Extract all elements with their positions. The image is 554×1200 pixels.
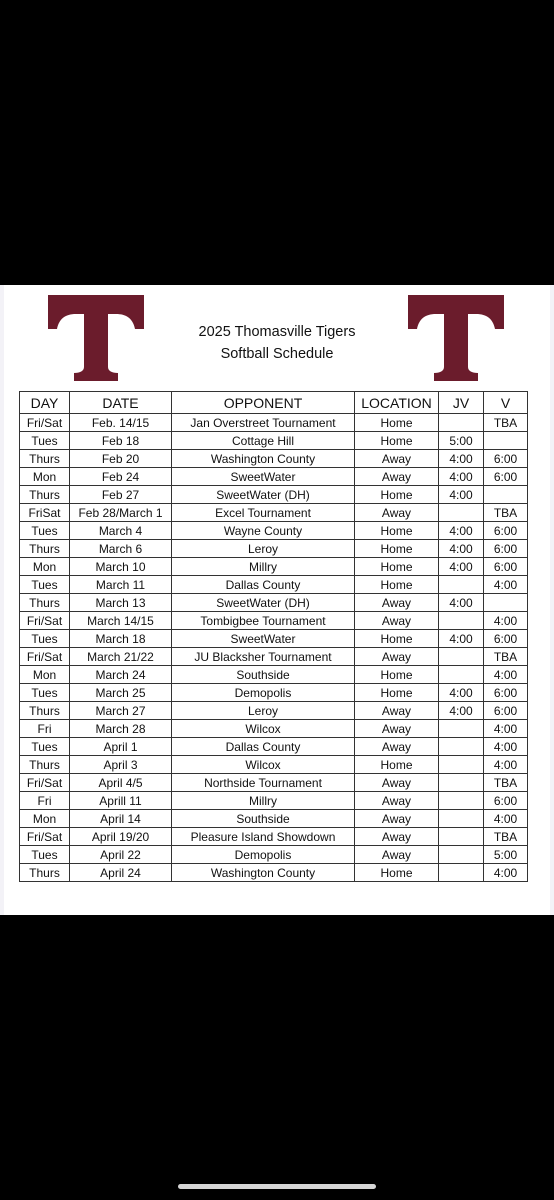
table-row (20, 828, 528, 846)
cell-date: March 11 (70, 576, 172, 594)
cell-opponent: Millry (172, 558, 355, 576)
column-header-jv: JV (439, 392, 484, 414)
cell-jv: 4:00 (439, 540, 484, 558)
cell-date: Feb 24 (70, 468, 172, 486)
cell-date: March 21/22 (70, 648, 172, 666)
cell-location: Home (355, 558, 439, 576)
table-row (20, 414, 528, 432)
cell-date: April 19/20 (70, 828, 172, 846)
cell-jv (439, 828, 484, 846)
cell-day: Mon (20, 558, 70, 576)
cell-opponent: Wayne County (172, 522, 355, 540)
cell-v: 6:00 (484, 630, 528, 648)
cell-day: Fri/Sat (20, 414, 70, 432)
cell-jv (439, 792, 484, 810)
cell-opponent: Southside (172, 810, 355, 828)
cell-v: 4:00 (484, 612, 528, 630)
cell-v (484, 432, 528, 450)
table-row (20, 648, 528, 666)
cell-v: 4:00 (484, 756, 528, 774)
cell-day: Thurs (20, 450, 70, 468)
cell-location: Away (355, 720, 439, 738)
table-row (20, 594, 528, 612)
cell-day: Mon (20, 666, 70, 684)
cell-v: TBA (484, 414, 528, 432)
table-row (20, 738, 528, 756)
cell-date: Feb. 14/15 (70, 414, 172, 432)
cell-day: Tues (20, 738, 70, 756)
cell-date: March 25 (70, 684, 172, 702)
cell-day: Tues (20, 630, 70, 648)
cell-jv: 4:00 (439, 450, 484, 468)
cell-day: Fri/Sat (20, 774, 70, 792)
cell-date: March 27 (70, 702, 172, 720)
table-row (20, 666, 528, 684)
cell-day: Fri/Sat (20, 828, 70, 846)
table-row (20, 576, 528, 594)
tigers-t-logo-right-icon (408, 295, 504, 381)
cell-jv (439, 738, 484, 756)
cell-location: Away (355, 846, 439, 864)
cell-location: Away (355, 504, 439, 522)
cell-opponent: JU Blacksher Tournament (172, 648, 355, 666)
cell-jv: 4:00 (439, 558, 484, 576)
cell-location: Home (355, 630, 439, 648)
cell-v: 4:00 (484, 666, 528, 684)
column-header-date: DATE (70, 392, 172, 414)
cell-location: Away (355, 702, 439, 720)
cell-location: Home (355, 414, 439, 432)
cell-location: Away (355, 594, 439, 612)
cell-location: Home (355, 522, 439, 540)
cell-jv: 4:00 (439, 486, 484, 504)
cell-location: Home (355, 486, 439, 504)
cell-opponent: Dallas County (172, 738, 355, 756)
cell-opponent: Jan Overstreet Tournament (172, 414, 355, 432)
cell-date: March 18 (70, 630, 172, 648)
cell-jv: 4:00 (439, 594, 484, 612)
home-indicator[interactable] (178, 1184, 376, 1189)
schedule-page (4, 285, 550, 915)
table-row (20, 504, 528, 522)
cell-location: Away (355, 810, 439, 828)
cell-date: March 14/15 (70, 612, 172, 630)
cell-date: Feb 20 (70, 450, 172, 468)
cell-jv: 4:00 (439, 468, 484, 486)
cell-location: Away (355, 828, 439, 846)
cell-v (484, 486, 528, 504)
cell-jv (439, 846, 484, 864)
cell-date: April 1 (70, 738, 172, 756)
cell-jv (439, 666, 484, 684)
tigers-t-logo-left-icon (48, 295, 144, 381)
cell-v: TBA (484, 504, 528, 522)
cell-day: Tues (20, 846, 70, 864)
cell-v: 4:00 (484, 810, 528, 828)
cell-v: 6:00 (484, 684, 528, 702)
cell-day: Tues (20, 522, 70, 540)
table-row (20, 468, 528, 486)
table-row (20, 756, 528, 774)
cell-jv (439, 612, 484, 630)
cell-v: 6:00 (484, 468, 528, 486)
cell-date: Feb 28/March 1 (70, 504, 172, 522)
cell-opponent: Demopolis (172, 684, 355, 702)
table-row (20, 810, 528, 828)
cell-opponent: Tombigbee Tournament (172, 612, 355, 630)
cell-opponent: Dallas County (172, 576, 355, 594)
cell-jv: 4:00 (439, 684, 484, 702)
cell-opponent: Demopolis (172, 846, 355, 864)
cell-opponent: Millry (172, 792, 355, 810)
schedule-table (19, 391, 528, 882)
cell-day: Mon (20, 468, 70, 486)
column-header-day: DAY (20, 392, 70, 414)
cell-location: Away (355, 612, 439, 630)
title-line-1: 2025 Thomasville Tigers (198, 324, 356, 340)
table-row (20, 450, 528, 468)
cell-opponent: SweetWater (DH) (172, 486, 355, 504)
cell-opponent: Northside Tournament (172, 774, 355, 792)
cell-jv: 5:00 (439, 432, 484, 450)
cell-jv (439, 864, 484, 882)
cell-v: 5:00 (484, 846, 528, 864)
table-row (20, 846, 528, 864)
cell-date: April 14 (70, 810, 172, 828)
table-row (20, 774, 528, 792)
table-row (20, 540, 528, 558)
table-row (20, 630, 528, 648)
cell-date: March 24 (70, 666, 172, 684)
table-row (20, 720, 528, 738)
column-header-v: V (484, 392, 528, 414)
column-header-location: LOCATION (355, 392, 439, 414)
cell-day: Mon (20, 810, 70, 828)
cell-day: Fri (20, 720, 70, 738)
cell-date: March 28 (70, 720, 172, 738)
cell-v: 4:00 (484, 720, 528, 738)
column-header-opponent: OPPONENT (172, 392, 355, 414)
cell-location: Away (355, 450, 439, 468)
cell-location: Home (355, 684, 439, 702)
cell-v: 4:00 (484, 576, 528, 594)
cell-jv: 4:00 (439, 522, 484, 540)
cell-date: March 10 (70, 558, 172, 576)
cell-location: Away (355, 648, 439, 666)
cell-v: 6:00 (484, 540, 528, 558)
table-row (20, 612, 528, 630)
cell-v: 6:00 (484, 792, 528, 810)
cell-location: Home (355, 864, 439, 882)
table-row (20, 486, 528, 504)
table-row (20, 684, 528, 702)
cell-opponent: SweetWater (DH) (172, 594, 355, 612)
cell-jv: 4:00 (439, 630, 484, 648)
schedule-title (134, 321, 420, 365)
cell-date: April 3 (70, 756, 172, 774)
cell-opponent: Washington County (172, 864, 355, 882)
cell-date: March 13 (70, 594, 172, 612)
cell-location: Home (355, 432, 439, 450)
cell-day: Thurs (20, 864, 70, 882)
title-line-2: Softball Schedule (220, 346, 334, 362)
cell-day: Tues (20, 576, 70, 594)
cell-date: Aprill 11 (70, 792, 172, 810)
cell-opponent: Wilcox (172, 720, 355, 738)
cell-jv (439, 414, 484, 432)
cell-v: 6:00 (484, 558, 528, 576)
cell-jv (439, 810, 484, 828)
table-header-row (20, 392, 528, 414)
cell-jv (439, 504, 484, 522)
cell-day: Thurs (20, 756, 70, 774)
cell-jv (439, 756, 484, 774)
cell-day: Fri (20, 792, 70, 810)
cell-day: Fri/Sat (20, 648, 70, 666)
cell-day: Thurs (20, 540, 70, 558)
cell-v: TBA (484, 828, 528, 846)
cell-opponent: Wilcox (172, 756, 355, 774)
table-row (20, 558, 528, 576)
cell-jv (439, 576, 484, 594)
table-row (20, 432, 528, 450)
cell-date: March 4 (70, 522, 172, 540)
cell-date: March 6 (70, 540, 172, 558)
cell-v: 6:00 (484, 702, 528, 720)
cell-v: 4:00 (484, 864, 528, 882)
cell-jv (439, 774, 484, 792)
cell-day: Tues (20, 684, 70, 702)
cell-location: Home (355, 756, 439, 774)
table-row (20, 702, 528, 720)
schedule-table-body (20, 414, 528, 882)
cell-day: Fri/Sat (20, 612, 70, 630)
cell-date: April 22 (70, 846, 172, 864)
cell-opponent: Leroy (172, 540, 355, 558)
document-viewer[interactable] (0, 285, 554, 915)
cell-location: Home (355, 666, 439, 684)
cell-opponent: Leroy (172, 702, 355, 720)
cell-location: Away (355, 468, 439, 486)
table-row (20, 864, 528, 882)
cell-location: Home (355, 576, 439, 594)
cell-jv: 4:00 (439, 702, 484, 720)
cell-v: 4:00 (484, 738, 528, 756)
cell-day: Thurs (20, 702, 70, 720)
table-row (20, 522, 528, 540)
cell-v: TBA (484, 648, 528, 666)
cell-location: Home (355, 540, 439, 558)
cell-v: TBA (484, 774, 528, 792)
cell-day: Tues (20, 432, 70, 450)
cell-location: Away (355, 738, 439, 756)
cell-location: Away (355, 774, 439, 792)
cell-jv (439, 720, 484, 738)
cell-opponent: SweetWater (172, 468, 355, 486)
cell-v: 6:00 (484, 522, 528, 540)
cell-opponent: Washington County (172, 450, 355, 468)
cell-v (484, 594, 528, 612)
cell-day: Thurs (20, 486, 70, 504)
cell-date: April 4/5 (70, 774, 172, 792)
cell-location: Away (355, 792, 439, 810)
cell-jv (439, 648, 484, 666)
cell-opponent: Excel Tournament (172, 504, 355, 522)
cell-opponent: SweetWater (172, 630, 355, 648)
cell-date: Feb 18 (70, 432, 172, 450)
cell-opponent: Cottage Hill (172, 432, 355, 450)
cell-date: Feb 27 (70, 486, 172, 504)
cell-v: 6:00 (484, 450, 528, 468)
cell-day: Thurs (20, 594, 70, 612)
cell-date: April 24 (70, 864, 172, 882)
table-row (20, 792, 528, 810)
cell-opponent: Southside (172, 666, 355, 684)
cell-day: FriSat (20, 504, 70, 522)
cell-opponent: Pleasure Island Showdown (172, 828, 355, 846)
